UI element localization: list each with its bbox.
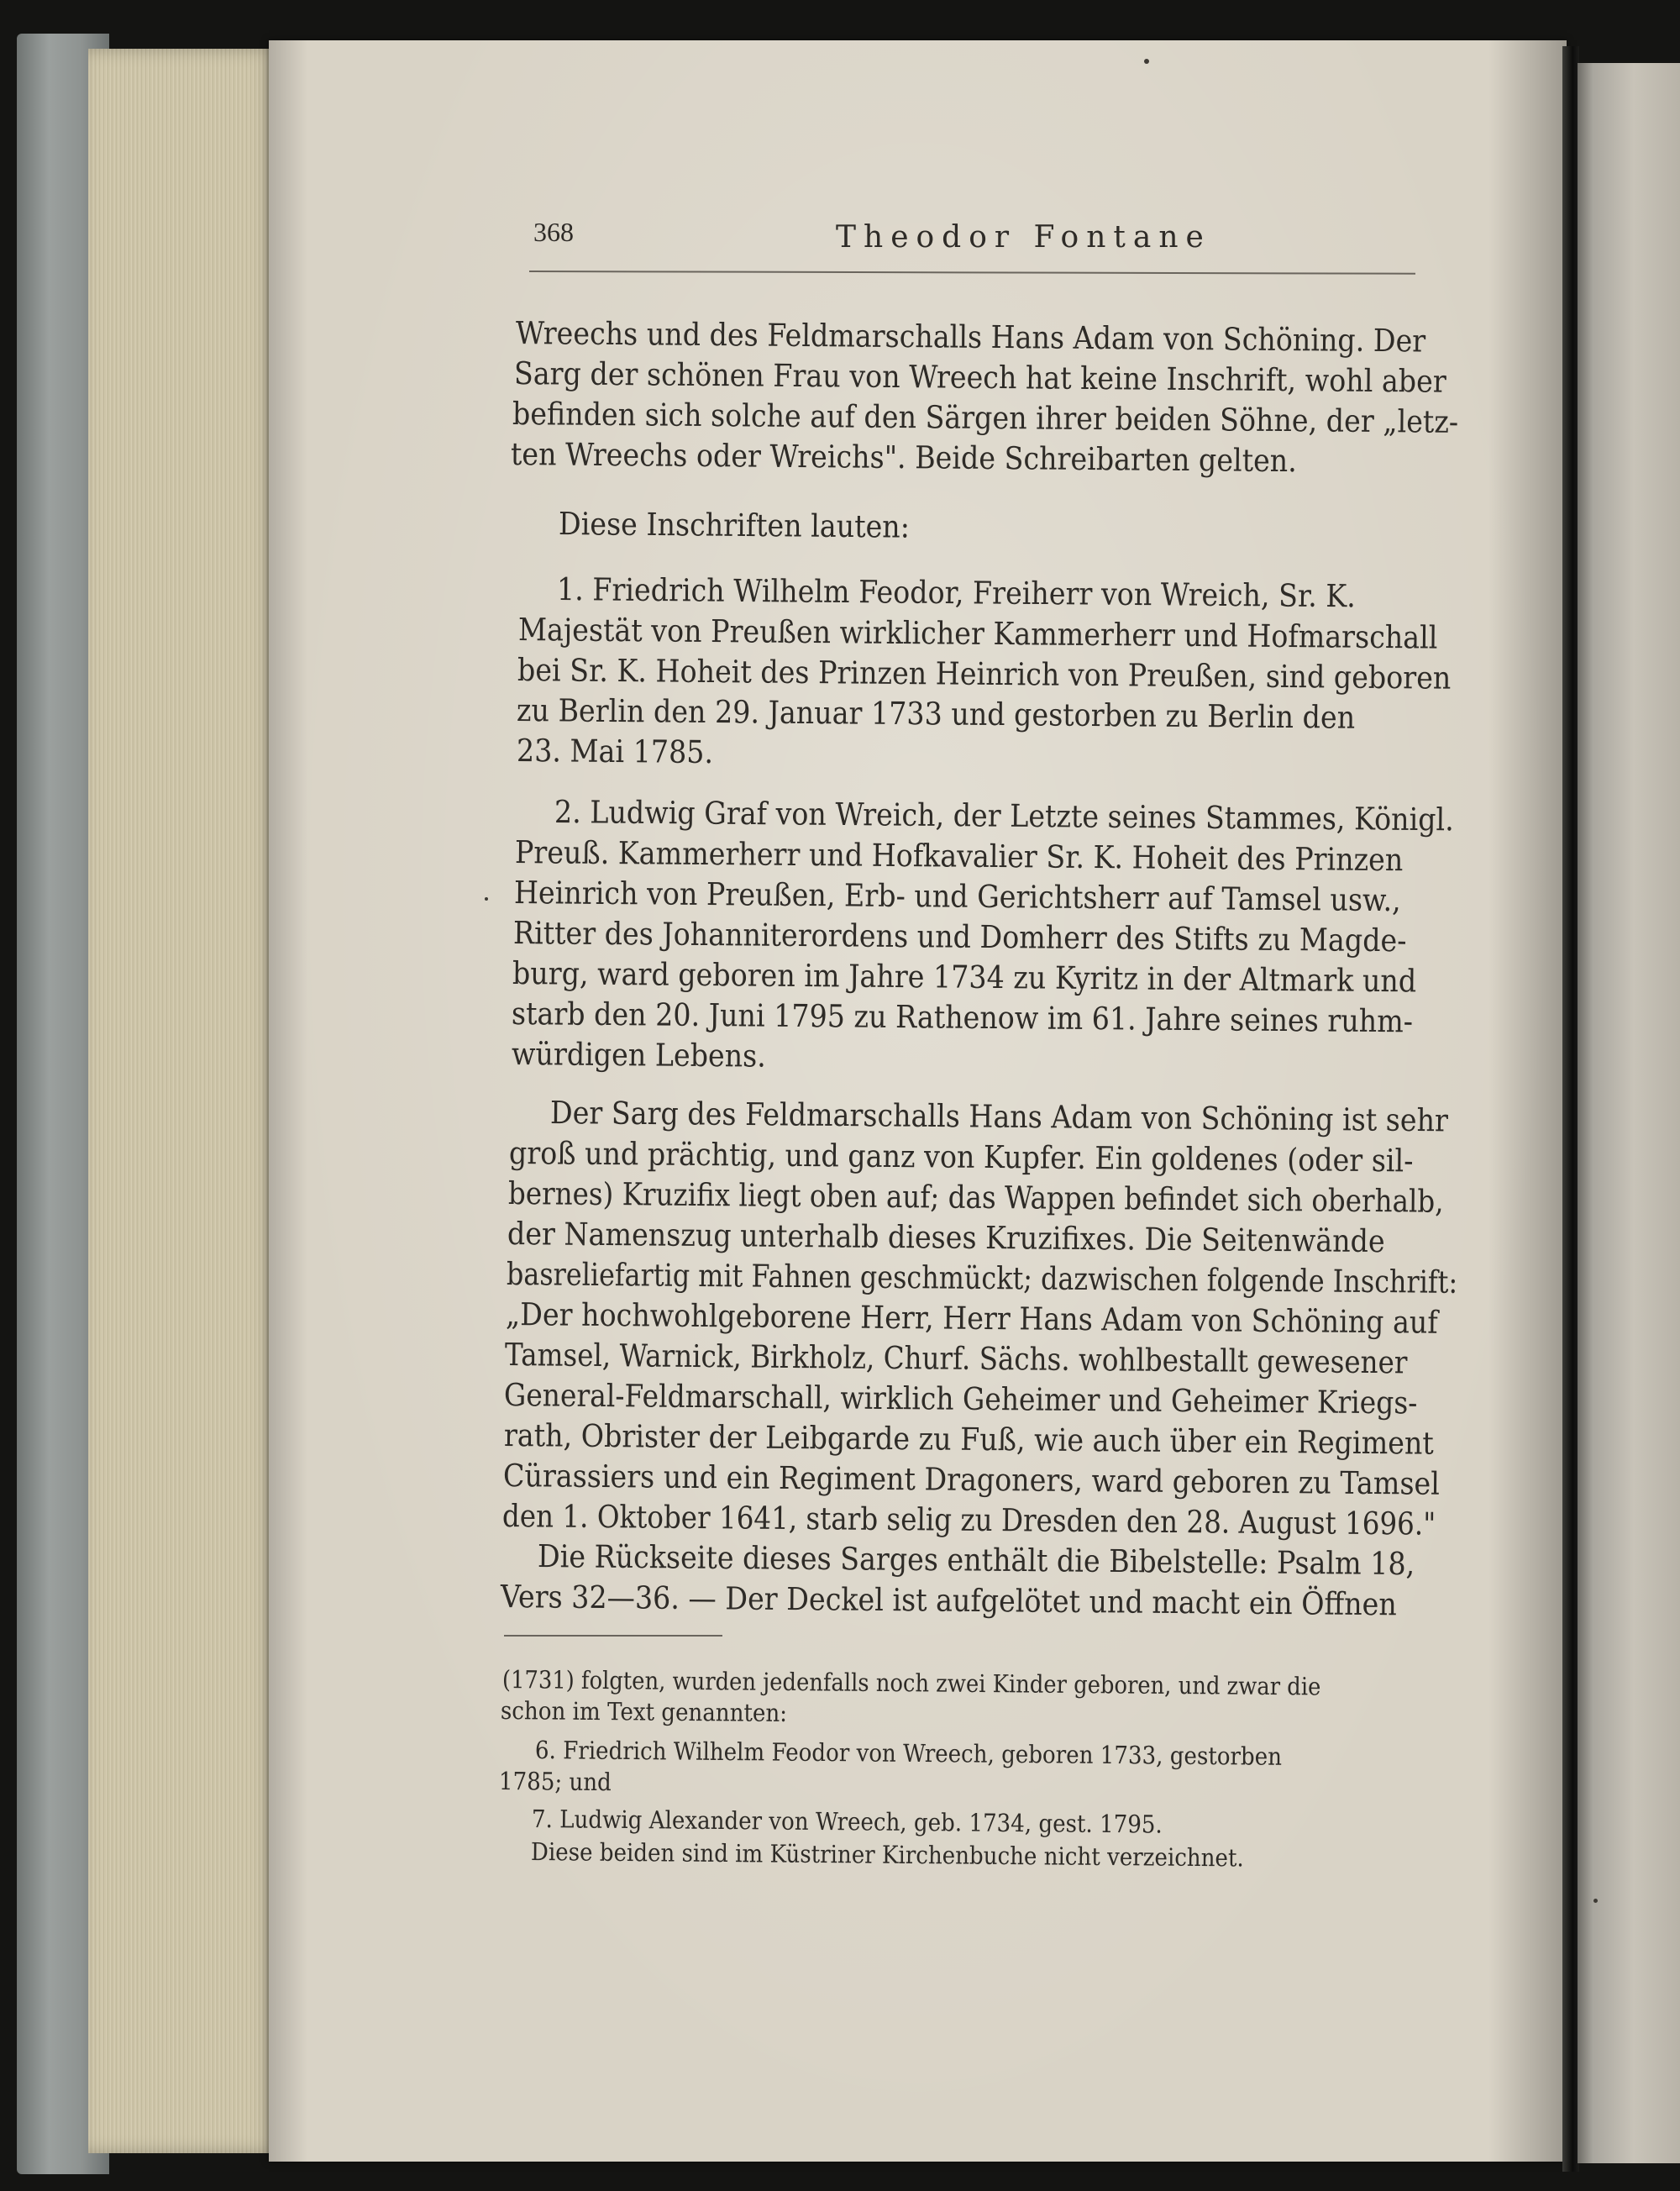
body-line: Vers 32—36. — Der Deckel ist aufgelötet und macht ein Öffnen	[500, 1579, 1397, 1623]
body-line: der Namenszug unterhalb dieses Kruzifixes. Die Seitenwände	[507, 1216, 1385, 1260]
book-gutter	[1562, 46, 1579, 2172]
body-line: Tamsel, Warnick, Birkholz, Churf. Sächs. wohlbestallt gewesener	[504, 1337, 1408, 1381]
facing-page-edge	[1578, 63, 1680, 2163]
footnote-rule	[504, 1635, 722, 1637]
body-line: Diese Inschriften lauten:	[558, 506, 911, 545]
body-line: Heinrich von Preußen, Erb- und Gerichtsherr auf Tamsel usw.,	[513, 875, 1401, 919]
body-line: Cürassiers und ein Regiment Dragoners, ward geboren zu Tamsel	[502, 1458, 1441, 1502]
body-line: ten Wreechs oder Wreichs". Beide Schreibarten gelten.	[510, 436, 1297, 480]
body-line: 2. Ludwig Graf von Wreich, der Letzte seines Stammes, Königl.	[554, 794, 1454, 838]
footnote-line: 1785; und	[498, 1767, 612, 1797]
body-line: Ritter des Johanniterordens und Domherr des Stifts zu Magde-	[512, 915, 1407, 959]
body-line: burg, ward geboren im Jahre 1734 zu Kyritz in der Altmark und	[512, 955, 1417, 1000]
page-number: 368	[533, 217, 574, 247]
body-line: Preuß. Kammerherr und Hofkavalier Sr. K. Hoheit des Prinzen	[514, 834, 1404, 879]
body-line: Sarg der schönen Frau von Wreech hat keine Inschrift, wohl aber	[513, 355, 1446, 400]
body-line: basreliefartig mit Fahnen geschmückt; dazwischen folgende Inschrift:	[506, 1256, 1458, 1300]
body-line: Der Sarg des Feldmarschalls Hans Adam von Schöning ist sehr	[549, 1095, 1449, 1139]
body-line: starb den 20. Juni 1795 zu Rathenow im 61. Jahre seines ruhm-	[511, 996, 1414, 1040]
paper-speck	[1593, 1899, 1598, 1903]
page-block-edge	[88, 49, 277, 2153]
footnote-line: (1731) folgten, wurden jedenfalls noch zwei Kinder geboren, und zwar die	[501, 1665, 1321, 1701]
body-line: würdigen Lebens.	[511, 1036, 767, 1074]
body-line: groß und prächtig, und ganz von Kupfer. Ein goldenes (oder sil-	[508, 1135, 1414, 1180]
body-line: befinden sich solche auf den Särgen ihrer beiden Söhne, der „letz-	[512, 396, 1459, 440]
body-line: rath, Obrister der Leibgarde zu Fuß, wie auch über ein Regiment	[503, 1417, 1434, 1462]
body-line: den 1. Oktober 1641, starb selig zu Dresden den 28. August 1696."	[501, 1498, 1436, 1542]
footnote-line: 7. Ludwig Alexander von Wreech, geb. 1734, gest. 1795.	[531, 1805, 1163, 1839]
paper-speck	[485, 897, 488, 901]
body-line: General-Feldmarschall, wirklich Geheimer und Geheimer Kriegs-	[503, 1377, 1418, 1421]
paper-speck	[1144, 59, 1149, 64]
body-line: bei Sr. K. Hoheit des Prinzen Heinrich von Preußen, sind geboren	[517, 652, 1452, 696]
body-line: zu Berlin den 29. Januar 1733 und gestorben zu Berlin den	[516, 692, 1356, 736]
body-line: Die Rückseite dieses Sarges enthält die Bibelstelle: Psalm 18,	[537, 1538, 1415, 1583]
body-line: „Der hochwohlgeborene Herr, Herr Hans Adam von Schöning auf	[505, 1296, 1438, 1341]
running-head: Theodor Fontane	[836, 220, 1211, 255]
body-line: bernes) Kruzifix liegt oben auf; das Wappen befindet sich oberhalb,	[507, 1175, 1444, 1220]
footnote-line: Diese beiden sind im Küstriner Kirchenbuche nicht verzeichnet.	[530, 1837, 1244, 1873]
body-line: 23. Mai 1785.	[516, 733, 714, 771]
body-line: Wreechs und des Feldmarschalls Hans Adam von Schöning. Der	[515, 315, 1426, 360]
footnote-line: 6. Friedrich Wilhelm Feodor von Wreech, geboren 1733, gestorben	[534, 1736, 1283, 1771]
body-line: 1. Friedrich Wilhelm Feodor, Freiherr von Wreich, Sr. K.	[556, 571, 1357, 615]
body-line: Majestät von Preußen wirklicher Kammerherr und Hofmarschall	[517, 612, 1438, 656]
footnote-line: schon im Text genannten:	[500, 1696, 788, 1727]
